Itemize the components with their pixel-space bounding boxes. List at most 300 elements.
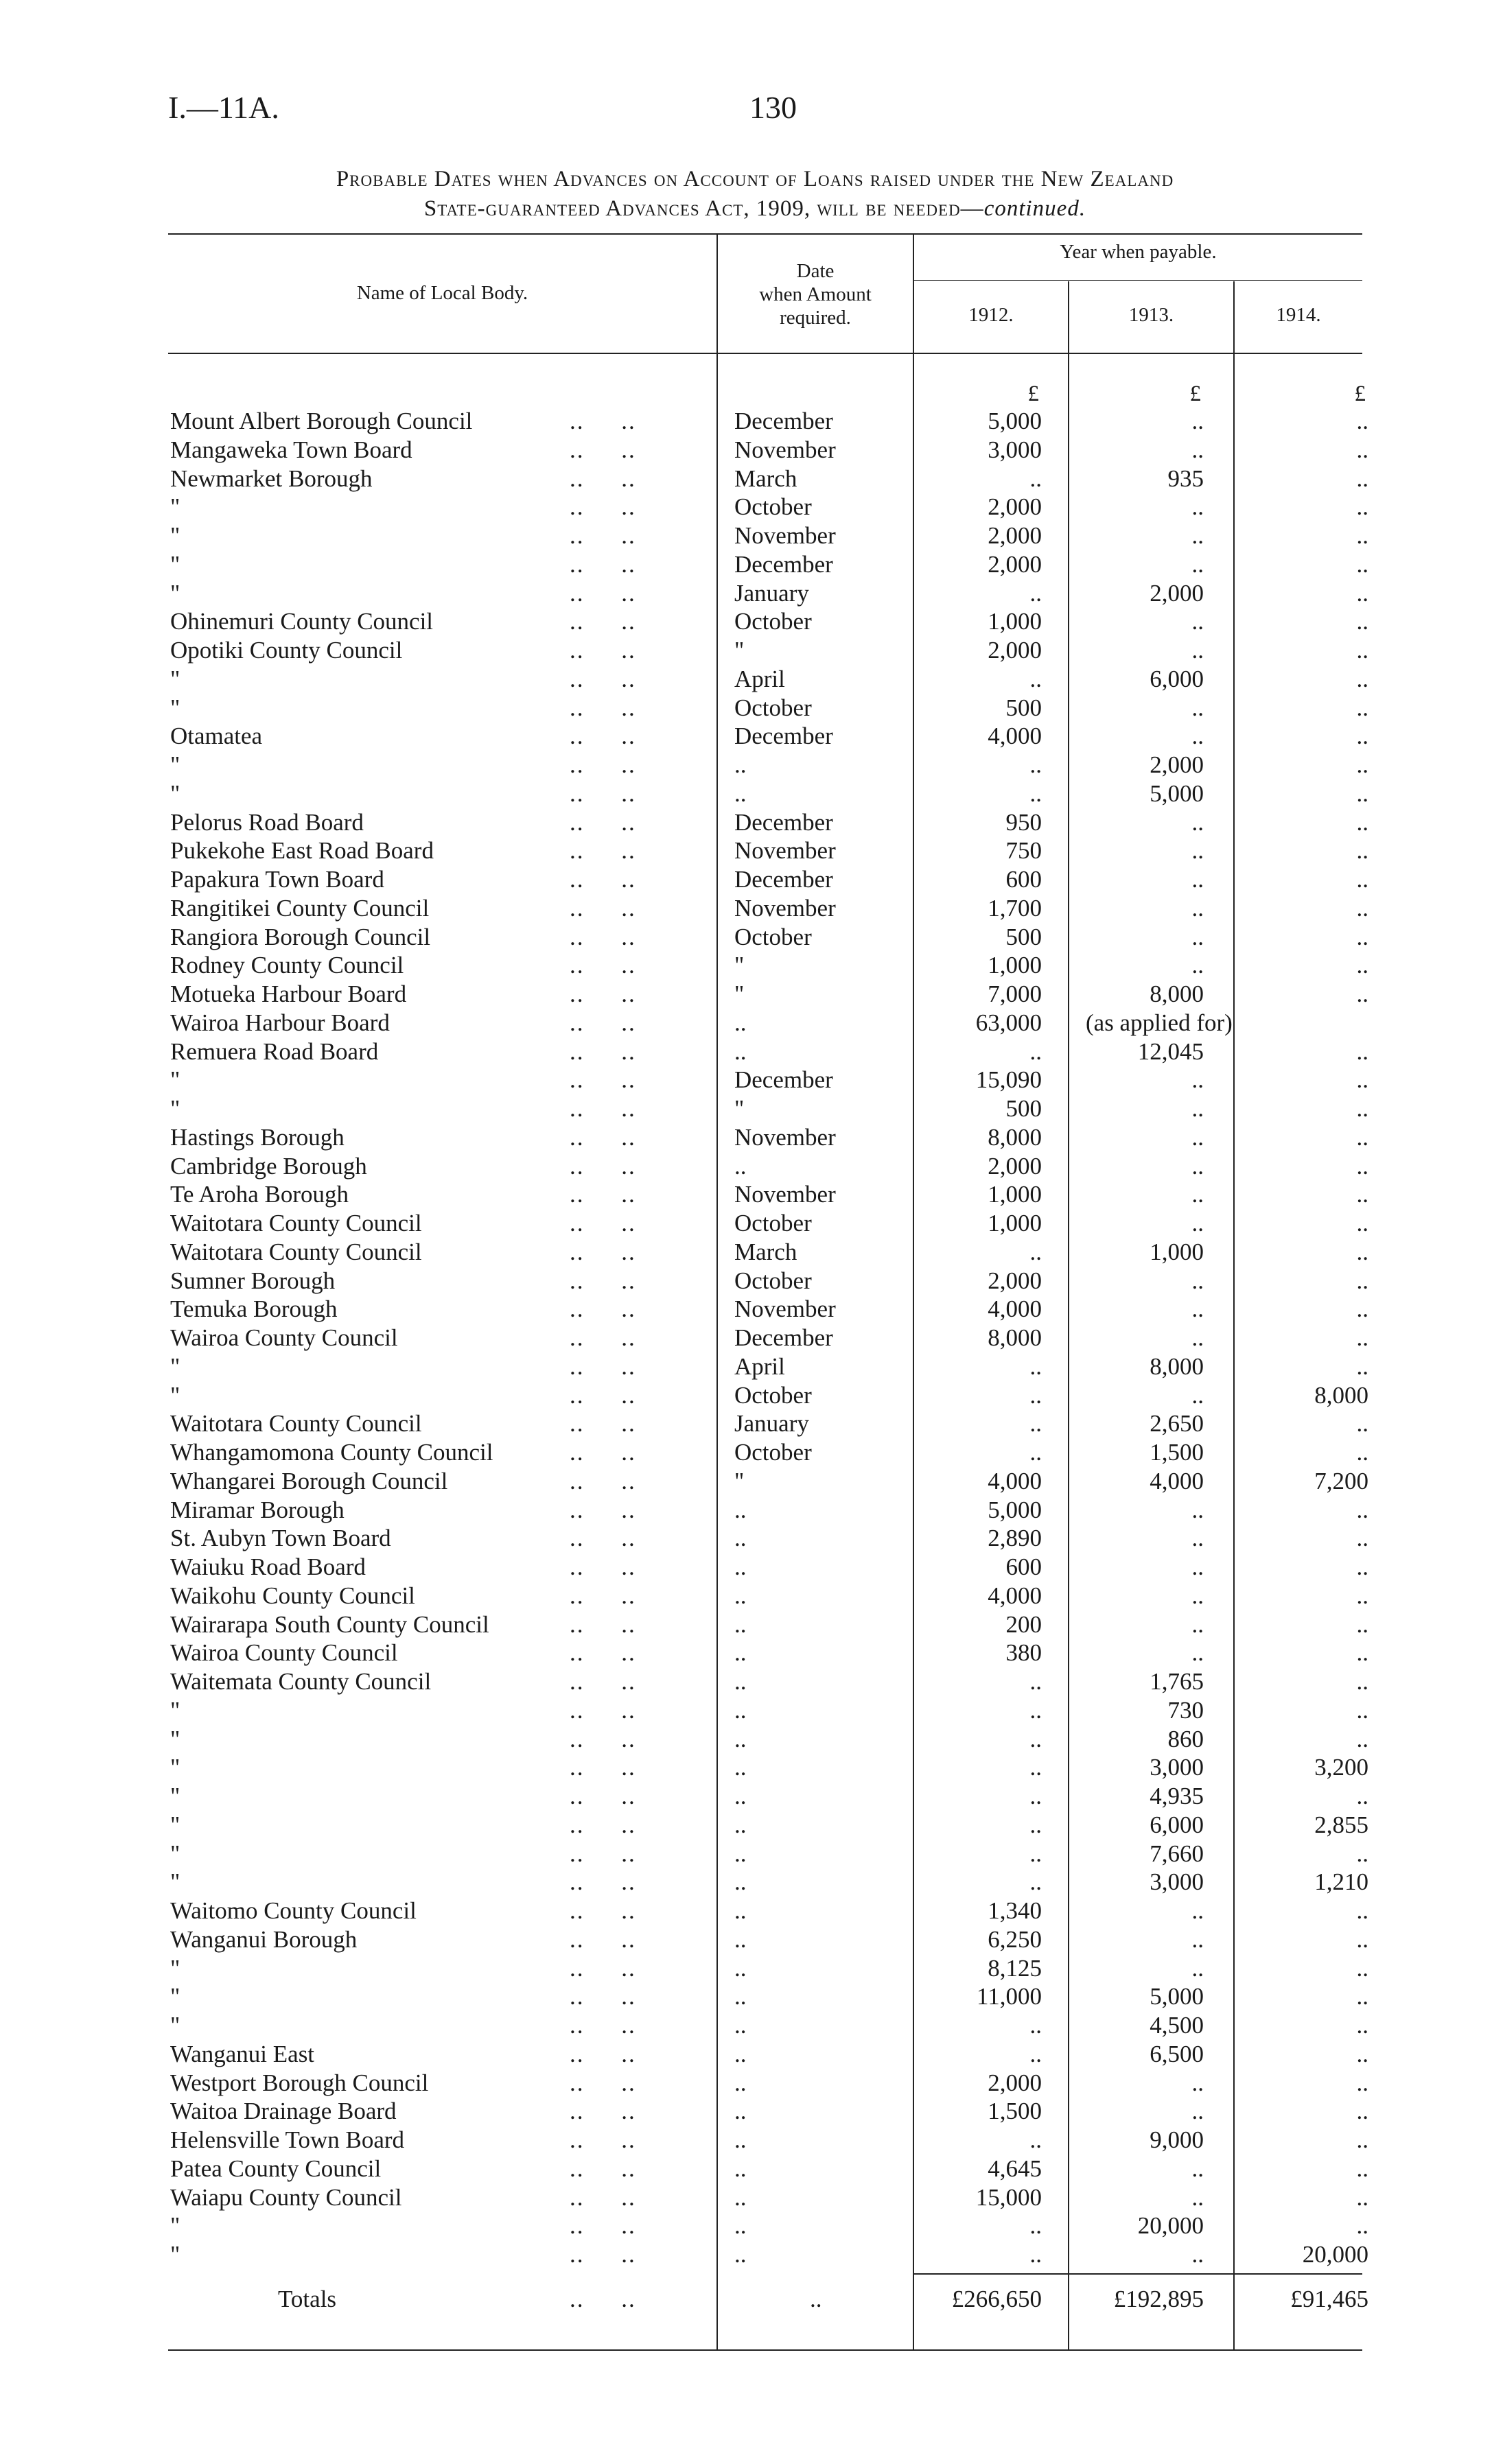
amount-1912: .. xyxy=(1029,666,1042,692)
leader-dots: .. .. xyxy=(570,2012,636,2039)
amount-1913: .. xyxy=(1191,436,1204,463)
local-body-name: Sumner Borough xyxy=(170,1267,336,1294)
amount-1912: .. xyxy=(1029,1382,1042,1409)
total-1914: £91,465 xyxy=(1290,2286,1368,2312)
table-row xyxy=(0,436,1492,465)
amount-1914: 7,200 xyxy=(1314,1468,1368,1494)
amount-1912: .. xyxy=(1029,2126,1042,2153)
amount-1912: 950 xyxy=(1005,809,1042,836)
amount-1912: 2,000 xyxy=(988,1267,1042,1294)
date-required: .. xyxy=(734,1639,747,1666)
amount-1912: 4,645 xyxy=(988,2155,1042,2182)
local-body-name: Wanganui East xyxy=(170,2041,315,2067)
table-row xyxy=(0,1037,1492,1066)
amount-1914: 20,000 xyxy=(1302,2241,1368,2268)
table-row xyxy=(0,1123,1492,1152)
amount-1914: .. xyxy=(1356,1955,1368,1982)
amount-1913: 6,000 xyxy=(1150,1811,1204,1838)
local-body-name: Papakura Town Board xyxy=(170,866,384,893)
leader-dots: .. .. xyxy=(570,2155,636,2182)
amount-1912: 8,000 xyxy=(988,1124,1042,1151)
amount-1914: .. xyxy=(1356,2126,1368,2153)
local-body-name: " xyxy=(170,2241,180,2268)
amount-1913: .. xyxy=(1191,1210,1204,1236)
amount-1913: .. xyxy=(1191,837,1204,864)
local-body-name: Miramar Borough xyxy=(170,1497,345,1523)
leader-dots: .. .. xyxy=(570,1295,636,1322)
amount-1913: 20,000 xyxy=(1137,2212,1204,2239)
amount-1912: 2,000 xyxy=(988,1153,1042,1180)
date-required: November xyxy=(734,436,836,463)
amount-1912: .. xyxy=(1029,2041,1042,2067)
amount-1913: .. xyxy=(1191,1153,1204,1180)
amount-1913: .. xyxy=(1191,1553,1204,1580)
date-required: " xyxy=(734,1468,745,1494)
amount-1912: 600 xyxy=(1005,1553,1042,1580)
amount-1912: 2,000 xyxy=(988,2069,1042,2096)
currency-1912: £ xyxy=(1027,382,1039,406)
amount-1913: .. xyxy=(1191,1066,1204,1093)
amount-1912: 15,090 xyxy=(975,1066,1042,1093)
amount-1914: .. xyxy=(1356,1124,1368,1151)
table-row xyxy=(0,1352,1492,1381)
leader-dots: .. .. xyxy=(570,580,636,607)
table-row xyxy=(0,493,1492,521)
table-row xyxy=(0,2211,1492,2240)
year-1914-header: 1914. xyxy=(1276,304,1321,326)
date-required: October xyxy=(734,1267,812,1294)
local-body-name: Rangiora Borough Council xyxy=(170,924,431,950)
amount-1914: .. xyxy=(1356,1840,1368,1867)
amount-1912: 2,000 xyxy=(988,522,1042,549)
local-body-name: Rangitikei County Council xyxy=(170,895,430,922)
amount-1913: 8,000 xyxy=(1150,1353,1204,1380)
date-required: " xyxy=(734,981,745,1007)
local-body-name: Waitemata County Council xyxy=(170,1668,432,1695)
amount-1913: .. xyxy=(1191,1926,1204,1953)
amount-1914: .. xyxy=(1356,1410,1368,1437)
date-required: March xyxy=(734,465,797,492)
table-row xyxy=(0,1524,1492,1553)
title-line-2-main: State-guaranteed Advances Act, 1909, will be needed— xyxy=(423,196,984,221)
leader-dots: .. .. xyxy=(570,1181,636,1208)
title-line-1: Probable Dates when Advances on Account of Loans raised under the New Zealand xyxy=(336,167,1174,191)
table-row xyxy=(0,1696,1492,1725)
amount-1914: 2,855 xyxy=(1314,1811,1368,1838)
amount-1912: 5,000 xyxy=(988,408,1042,434)
table-row xyxy=(0,1667,1492,1696)
date-required: .. xyxy=(734,1553,747,1580)
table-row xyxy=(0,808,1492,837)
amount-1913: 1,500 xyxy=(1150,1439,1204,1466)
leader-dots: .. .. xyxy=(570,1926,636,1953)
date-required: " xyxy=(734,1095,745,1122)
leader-dots: .. .. xyxy=(570,2041,636,2067)
amount-1912: 500 xyxy=(1005,1095,1042,1122)
amount-1912: .. xyxy=(1029,1439,1042,1466)
leader-dots: .. .. xyxy=(570,1210,636,1236)
table-row xyxy=(0,2183,1492,2212)
page-number: 130 xyxy=(749,90,797,125)
date-required: .. xyxy=(734,1840,747,1867)
amount-1914: .. xyxy=(1356,1095,1368,1122)
leader-dots: .. .. xyxy=(570,1267,636,1294)
local-body-name: Rodney County Council xyxy=(170,952,404,978)
amount-1913: .. xyxy=(1191,809,1204,836)
date-required: .. xyxy=(734,1754,747,1781)
amount-1912: 600 xyxy=(1005,866,1042,893)
leader-dots: .. .. xyxy=(570,551,636,578)
table-row xyxy=(0,1094,1492,1123)
date-required: .. xyxy=(734,2041,747,2067)
leader-dots: .. .. xyxy=(570,2126,636,2153)
date-required: November xyxy=(734,1124,836,1151)
amount-1914: .. xyxy=(1356,1181,1368,1208)
amount-1912: 1,000 xyxy=(988,952,1042,978)
amount-1914: .. xyxy=(1356,809,1368,836)
date-required: .. xyxy=(734,1783,747,1809)
date-required: April xyxy=(734,666,785,692)
amount-1913: 1,765 xyxy=(1150,1668,1204,1695)
local-body-name: Waitotara County Council xyxy=(170,1239,422,1265)
local-body-name: " xyxy=(170,666,180,692)
amount-1912: 2,000 xyxy=(988,551,1042,578)
amount-1913: .. xyxy=(1191,2241,1204,2268)
leader-dots: .. .. xyxy=(570,493,636,520)
table-row xyxy=(0,2126,1492,2155)
amount-1913: 6,000 xyxy=(1150,666,1204,692)
local-body-name: " xyxy=(170,580,180,607)
leader-dots: .. .. xyxy=(570,1153,636,1180)
date-required: .. xyxy=(734,2012,747,2039)
amount-1914: .. xyxy=(1356,751,1368,778)
amount-1913: .. xyxy=(1191,2098,1204,2124)
amount-1912: .. xyxy=(1029,2012,1042,2039)
local-body-name: Waikohu County Council xyxy=(170,1582,415,1609)
date-required: October xyxy=(734,1210,812,1236)
amount-1913: .. xyxy=(1191,637,1204,664)
totals-date: .. xyxy=(810,2286,822,2312)
amount-1914: .. xyxy=(1356,2155,1368,2182)
date-required: .. xyxy=(734,1582,747,1609)
amount-1914: .. xyxy=(1356,2041,1368,2067)
amount-1912: 63,000 xyxy=(975,1009,1042,1036)
amount-1913: .. xyxy=(1191,2184,1204,2211)
amount-1913: .. xyxy=(1191,1382,1204,1409)
date-required: October xyxy=(734,694,812,721)
leader-dots: .. .. xyxy=(570,1382,636,1409)
table-row xyxy=(0,951,1492,980)
amount-1912: 2,000 xyxy=(988,493,1042,520)
table-row xyxy=(0,1811,1492,1840)
amount-1912: 2,890 xyxy=(988,1525,1042,1551)
date-required: January xyxy=(734,580,809,607)
amount-1912: 15,000 xyxy=(975,2184,1042,2211)
amount-1914: .. xyxy=(1356,522,1368,549)
local-body-name: Whangarei Borough Council xyxy=(170,1468,448,1494)
date-required: November xyxy=(734,837,836,864)
local-body-name: Waiuku Road Board xyxy=(170,1553,366,1580)
amount-1914: .. xyxy=(1356,436,1368,463)
amount-1912: .. xyxy=(1029,1410,1042,1437)
amount-1914: .. xyxy=(1356,465,1368,492)
local-body-name: " xyxy=(170,780,180,807)
table-row xyxy=(0,1868,1492,1897)
amount-1914: .. xyxy=(1356,1726,1368,1752)
date-header-line-1: Date xyxy=(796,260,835,282)
local-body-name: Waitomo County Council xyxy=(170,1897,417,1924)
date-required: .. xyxy=(734,751,747,778)
leader-dots: .. .. xyxy=(570,1439,636,1466)
table-row xyxy=(0,407,1492,436)
leader-dots: .. .. xyxy=(570,2069,636,2096)
amount-1912: .. xyxy=(1029,1353,1042,1380)
date-required: " xyxy=(734,952,745,978)
leader-dots: .. .. xyxy=(570,1754,636,1781)
table-row xyxy=(0,1610,1492,1639)
amount-1913: 860 xyxy=(1167,1726,1204,1752)
local-body-name: " xyxy=(170,694,180,721)
leader-dots: .. .. xyxy=(570,1066,636,1093)
amount-1914: .. xyxy=(1356,1525,1368,1551)
local-body-name: Wairoa Harbour Board xyxy=(170,1009,390,1036)
amount-1913: 8,000 xyxy=(1150,981,1204,1007)
table-row xyxy=(0,779,1492,808)
amount-1913: 4,500 xyxy=(1150,2012,1204,2039)
amount-1912: .. xyxy=(1029,465,1042,492)
table-row xyxy=(0,1725,1492,1754)
amount-1913: 730 xyxy=(1167,1697,1204,1724)
local-body-name: " xyxy=(170,1754,180,1781)
leader-dots: .. .. xyxy=(570,1783,636,1809)
totals-label: Totals xyxy=(278,2286,337,2312)
table-row xyxy=(0,2011,1492,2040)
date-required: .. xyxy=(734,1009,747,1036)
amount-1914: .. xyxy=(1356,1926,1368,1953)
table-row xyxy=(0,1180,1492,1209)
date-required: December xyxy=(734,809,833,836)
amount-1912: .. xyxy=(1029,1668,1042,1695)
table-row xyxy=(0,550,1492,579)
date-required: October xyxy=(734,924,812,950)
amount-1912: 1,700 xyxy=(988,895,1042,922)
amount-1913: 2,000 xyxy=(1150,580,1204,607)
amount-1914: .. xyxy=(1356,408,1368,434)
local-body-name: " xyxy=(170,1353,180,1380)
date-required: .. xyxy=(734,1897,747,1924)
local-body-name: Cambridge Borough xyxy=(170,1153,367,1180)
leader-dots: .. .. xyxy=(570,809,636,836)
table-row xyxy=(0,1582,1492,1610)
table-row xyxy=(0,1066,1492,1094)
amount-1913: .. xyxy=(1191,408,1204,434)
amount-1913: .. xyxy=(1191,694,1204,721)
leader-dots: .. .. xyxy=(570,1582,636,1609)
local-body-name: Waitotara County Council xyxy=(170,1210,422,1236)
amount-1912: 1,340 xyxy=(988,1897,1042,1924)
local-body-name: Wairarapa South County Council xyxy=(170,1611,489,1638)
date-required: .. xyxy=(734,1668,747,1695)
amount-1912: .. xyxy=(1029,1811,1042,1838)
date-required: .. xyxy=(734,2155,747,2182)
local-body-name: Mount Albert Borough Council xyxy=(170,408,473,434)
date-required: October xyxy=(734,493,812,520)
amount-1913: 5,000 xyxy=(1150,780,1204,807)
amount-1913: 5,000 xyxy=(1150,1983,1204,2010)
amount-1914: .. xyxy=(1356,666,1368,692)
amount-1914: .. xyxy=(1356,895,1368,922)
table-row xyxy=(0,636,1492,665)
leader-dots: .. .. xyxy=(570,1840,636,1867)
leader-dots: .. .. xyxy=(570,924,636,950)
amount-1913: .. xyxy=(1191,551,1204,578)
amount-1914: .. xyxy=(1356,551,1368,578)
local-body-name: " xyxy=(170,1697,180,1724)
amount-1914: .. xyxy=(1356,637,1368,664)
amount-1914: .. xyxy=(1356,924,1368,950)
leader-dots: .. .. xyxy=(570,837,636,864)
amount-1913: 12,045 xyxy=(1137,1038,1204,1065)
amount-1914: .. xyxy=(1356,1439,1368,1466)
amount-1914: .. xyxy=(1356,493,1368,520)
table-row xyxy=(0,1295,1492,1324)
leader-dots: .. .. xyxy=(570,465,636,492)
year-1913-header: 1913. xyxy=(1128,304,1174,326)
amount-1914: .. xyxy=(1356,2184,1368,2211)
leader-dots: .. .. xyxy=(570,1553,636,1580)
local-body-name: " xyxy=(170,1868,180,1895)
amount-1914: .. xyxy=(1356,1639,1368,1666)
leader-dots: .. .. xyxy=(570,952,636,978)
table-row xyxy=(0,894,1492,923)
amount-1912: 8,000 xyxy=(988,1324,1042,1351)
amount-1913: 3,000 xyxy=(1150,1868,1204,1895)
amount-1913: .. xyxy=(1191,1324,1204,1351)
table-row xyxy=(0,1982,1492,2011)
amount-1913: .. xyxy=(1191,1497,1204,1523)
amount-1913: .. xyxy=(1191,2069,1204,2096)
amount-1913: 2,650 xyxy=(1150,1410,1204,1437)
local-body-name: Wairoa County Council xyxy=(170,1639,398,1666)
amount-1913: .. xyxy=(1191,924,1204,950)
table-row xyxy=(0,1753,1492,1782)
local-body-name: " xyxy=(170,1783,180,1809)
amount-1914: .. xyxy=(1356,1668,1368,1695)
date-required: .. xyxy=(734,2184,747,2211)
amount-1914: 1,210 xyxy=(1314,1868,1368,1895)
amount-1913: .. xyxy=(1191,1267,1204,1294)
table-row xyxy=(0,1553,1492,1582)
date-required: October xyxy=(734,1382,812,1409)
local-body-name: Waiapu County Council xyxy=(170,2184,402,2211)
table-row xyxy=(0,465,1492,493)
table-row xyxy=(0,836,1492,865)
date-required: November xyxy=(734,1181,836,1208)
leader-dots: .. .. xyxy=(570,981,636,1007)
amount-1912: .. xyxy=(1029,1783,1042,1809)
local-body-name: Hastings Borough xyxy=(170,1124,345,1151)
amount-1914: .. xyxy=(1356,1153,1368,1180)
date-required: .. xyxy=(734,1926,747,1953)
local-body-name: Temuka Borough xyxy=(170,1295,338,1322)
amount-1912: 11,000 xyxy=(977,1983,1042,2010)
amount-1912: .. xyxy=(1029,580,1042,607)
date-required: .. xyxy=(734,1868,747,1895)
table-row xyxy=(0,2240,1492,2269)
amount-1912: .. xyxy=(1029,1868,1042,1895)
amount-1913: 935 xyxy=(1167,465,1204,492)
local-body-name: Waitoa Drainage Board xyxy=(170,2098,397,2124)
table-row xyxy=(0,2155,1492,2183)
amount-1914: .. xyxy=(1356,1324,1368,1351)
amount-1914: .. xyxy=(1356,1038,1368,1065)
leader-dots: .. .. xyxy=(570,780,636,807)
date-required: .. xyxy=(734,1983,747,2010)
total-1913: £192,895 xyxy=(1113,2286,1204,2312)
amount-1914: .. xyxy=(1356,2212,1368,2239)
local-body-name: Newmarket Borough xyxy=(170,465,373,492)
document-reference: I.—11A. xyxy=(168,90,279,125)
leader-dots: .. .. xyxy=(570,751,636,778)
amount-1914: .. xyxy=(1356,1239,1368,1265)
amount-1912: 4,000 xyxy=(988,1582,1042,1609)
date-required: .. xyxy=(734,1525,747,1551)
leader-dots: .. .. xyxy=(570,408,636,434)
date-required: .. xyxy=(734,1153,747,1180)
amount-1913: 4,935 xyxy=(1150,1783,1204,1809)
table-row xyxy=(0,923,1492,952)
leader-dots: .. .. xyxy=(570,1983,636,2010)
amount-1914: 3,200 xyxy=(1314,1754,1368,1781)
local-body-name: " xyxy=(170,1726,180,1752)
date-required: .. xyxy=(734,1038,747,1065)
leader-dots: .. .. xyxy=(570,1038,636,1065)
date-required: .. xyxy=(734,2212,747,2239)
table-row xyxy=(0,980,1492,1009)
date-required: .. xyxy=(734,780,747,807)
date-required: November xyxy=(734,895,836,922)
local-body-name: " xyxy=(170,551,180,578)
date-required: .. xyxy=(734,1726,747,1752)
amount-1912: 5,000 xyxy=(988,1497,1042,1523)
leader-dots: .. .. xyxy=(570,608,636,635)
local-body-name: " xyxy=(170,1095,180,1122)
leader-dots: .. .. xyxy=(570,2098,636,2124)
local-body-name: St. Aubyn Town Board xyxy=(170,1525,391,1551)
table-row xyxy=(0,865,1492,894)
table-row xyxy=(0,1152,1492,1181)
amount-1914: .. xyxy=(1356,1267,1368,1294)
date-required: October xyxy=(734,1439,812,1466)
amount-1914: .. xyxy=(1356,694,1368,721)
local-body-name: Waitotara County Council xyxy=(170,1410,422,1437)
year-1912-header: 1912. xyxy=(968,304,1014,326)
leader-dots: .. .. xyxy=(570,436,636,463)
date-required: .. xyxy=(734,1497,747,1523)
date-required: March xyxy=(734,1239,797,1265)
amount-1913: .. xyxy=(1191,2155,1204,2182)
amount-1912: .. xyxy=(1029,2212,1042,2239)
date-required: .. xyxy=(734,1611,747,1638)
leader-dots: .. .. xyxy=(570,1324,636,1351)
date-required: " xyxy=(734,637,745,664)
local-body-name: Opotiki County Council xyxy=(170,637,403,664)
amount-1913: .. xyxy=(1191,1124,1204,1151)
date-required: January xyxy=(734,1410,809,1437)
leader-dots: .. .. xyxy=(570,895,636,922)
table-row xyxy=(0,1267,1492,1295)
amount-1914: .. xyxy=(1356,2012,1368,2039)
